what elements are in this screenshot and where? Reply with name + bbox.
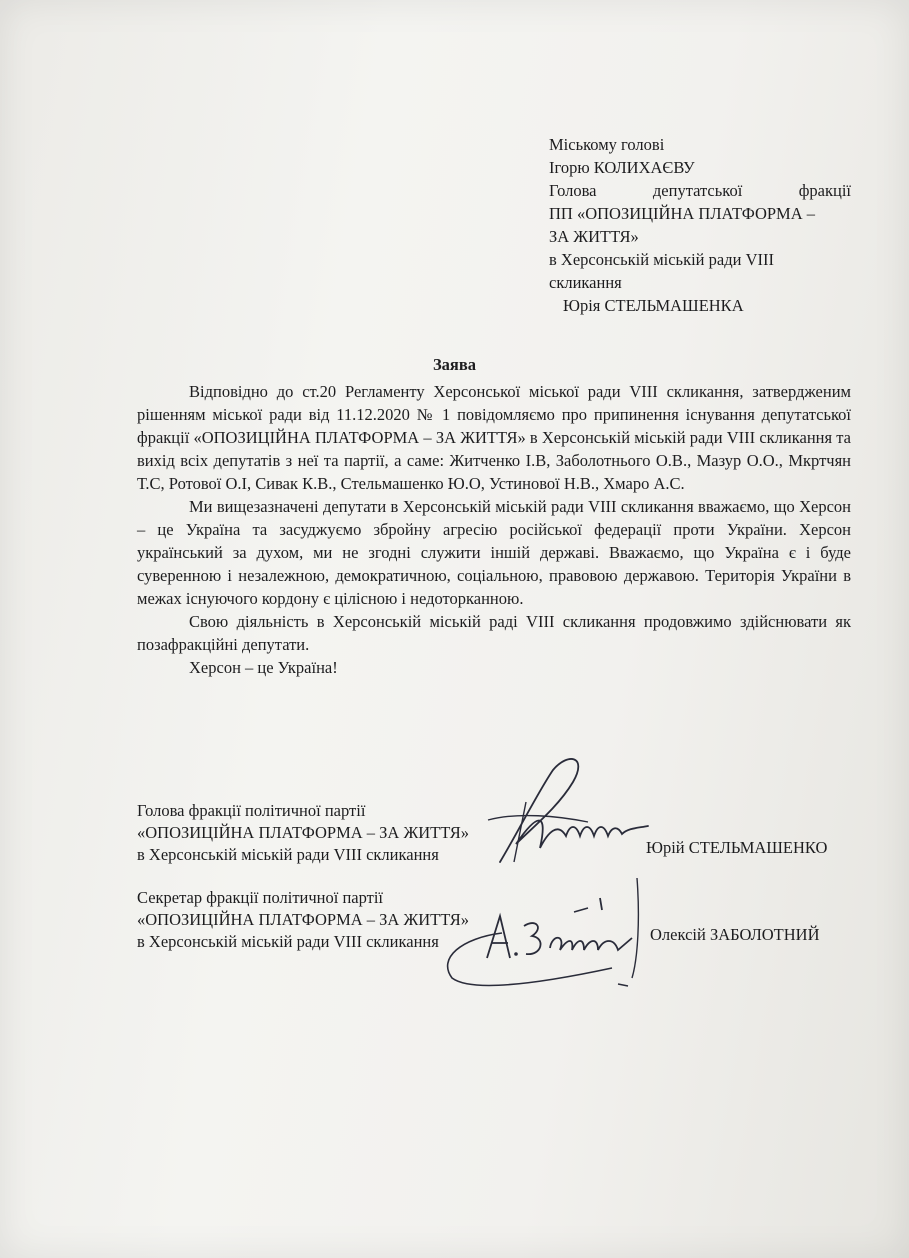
paragraph: Свою діяльність в Херсонській міській раді VIII скликання продовжимо здійснювати як позафракційні депутати.: [137, 612, 851, 654]
statement-body: [137, 380, 851, 679]
signatory-line: «ОПОЗИЦІЙНА ПЛАТФОРМА – ЗА ЖИТТЯ»: [137, 823, 469, 842]
signatory-line: «ОПОЗИЦІЙНА ПЛАТФОРМА – ЗА ЖИТТЯ»: [137, 910, 469, 929]
signatory-line: Голова фракції політичної партії: [137, 801, 366, 820]
signature-chairman: [478, 752, 668, 870]
addressee-line: ЗА ЖИТТЯ»: [549, 227, 639, 246]
addressee-line: Міському голові: [549, 135, 665, 154]
signatory-line: Секретар фракції політичної партії: [137, 888, 384, 907]
signature-secretary: [432, 868, 652, 993]
signatory-name: Юрій СТЕЛЬМАШЕНКО: [646, 838, 828, 857]
addressee-block: [549, 133, 851, 317]
addressee-line: Голова депутатської фракції: [549, 181, 851, 200]
document-title: Заява: [432, 355, 477, 374]
addressee-line: скликання: [549, 273, 622, 292]
signatory-name: Олексій ЗАБОЛОТНИЙ: [650, 925, 820, 944]
paragraph: Херсон – це Україна!: [189, 658, 338, 677]
addressee-line: Ігорю КОЛИХАЄВУ: [549, 158, 695, 177]
signatory-block-secretary: [137, 887, 469, 953]
signatory-line: в Херсонській міській ради VIII скликання: [137, 932, 439, 951]
addressee-line: ПП «ОПОЗИЦІЙНА ПЛАТФОРМА –: [549, 204, 815, 223]
paragraph: Відповідно до ст.20 Регламенту Херсонської міської ради VIII скликання, затвердженим рішенням міської ради від 11.12.2020 № 1 повідомляємо про припинення існування депутатської фракції «ОПОЗИЦІЙНА ПЛАТФОРМА – ЗА ЖИТТЯ» в Херсонській міській ради VIII скликання та вихід всіх депутатів з неї та партії, а саме: Житченко І.В, Заболотнього О.В., Мазур О.О., Мкртчян Т.С, Ротової О.І, Сивак К.В., Стельмашенко Ю.О, Устинової Н.В., Хмаро А.С.: [137, 382, 851, 493]
addressee-line: Юрія СТЕЛЬМАШЕНКА: [563, 296, 744, 315]
paragraph: Ми вищезазначені депутати в Херсонській міській ради VIII скликання вважаємо, що Херсон – це Україна та засуджуємо збройну агресію російської федерації проти України. Херсон український за духом, ми не згодні служити іншій державі. Вважаємо, що Україна є і буде суверенною і незалежною, демократичною, соціальною, правовою державою. Територія України в межах існуючого кордону є цілісною і недоторканною.: [137, 497, 851, 608]
signatory-line: в Херсонській міській ради VIII скликання: [137, 845, 439, 864]
addressee-line: в Херсонській міській ради VIII: [549, 250, 774, 269]
signatory-block-chairman: [137, 800, 469, 866]
